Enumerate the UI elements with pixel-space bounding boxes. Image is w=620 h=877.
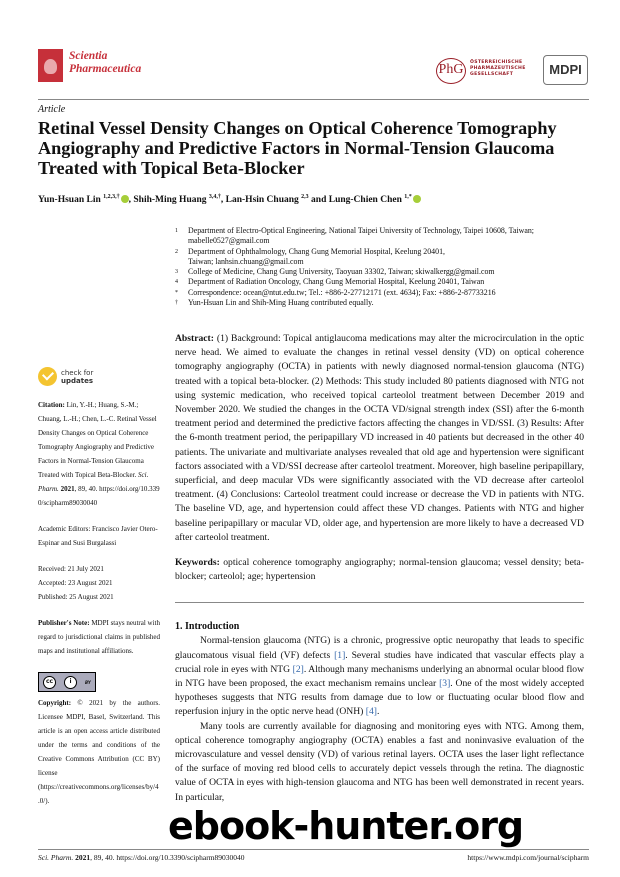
article-type: Article [38,104,66,115]
sidebar [38,367,160,808]
main-column [175,332,584,805]
keywords: Keywords: optical coherence tomography angiography; normal-tension glaucoma; vessel density; beta-blocker; carteolol; age; hypertension [175,557,584,583]
citation-link[interactable]: [1] [334,649,346,661]
check-for-updates-badge[interactable]: check for updates [38,367,160,386]
affiliations: 1 Department of Electro-Optical Engineering, National Taipei University of Technology, Taipei 10608, Taiwan; mabelle0527@gmail.com 2 Department of Ophthalmology, Chang Gung Memorial Hospital, Keelung 20401, Taiwan; lanhsin.chuang@gmail.com 3 College of Medicine, Chang Gung University, Taoyuan 33302, Taiwan; skiwalkergg@gmail.com 4 Department of Radiation Oncology, Chang Gung Memorial Hospital, Keelung 20401, Taiwan * Correspondence: ocean@ntut.edu.tw; Tel.: +886-2-27712171 (ext. 4634); Fax: +886-2-87733216 † Yun-Hsuan Lin and Shih-Ming Huang contributed equally. [175,226,534,308]
dates: Received: 21 July 2021 Accepted: 23 August 2021 Published: 25 August 2021 [38,565,114,601]
cc-by-license-badge[interactable]: cc i BY [38,672,96,692]
footer: Sci. Pharm. 2021, 89, 40. https://doi.org/10.3390/scipharm89030040 https://www.mdpi.com/journal/scipharm [38,853,589,862]
publishers-note: Publisher's Note: MDPI stays neutral with regard to jurisdictional claims in published maps and institutional affiliations. [38,619,160,655]
journal-name: Scientia Pharmaceutica [69,50,142,75]
citation-link[interactable]: [4] [365,706,377,718]
footer-rule [38,849,589,850]
publisher-logo: MDPI [543,55,588,85]
academic-editors: Academic Editors: Francisco Javier Otero-Espinar and Susi Burgalassi [38,525,158,547]
society-logo: PhG [436,58,466,84]
author-list: Yun-Hsuan Lin $^{1,2,3,\dagger}$ , Shih-Ming Huang $^{3,4,\dagger}$, Lan-Hsin Chuang $^{2,3}$ and Lung-Chien Chen $^{1,*}$ [38,194,598,205]
orcid-icon[interactable] [413,195,421,203]
watermark: ebook-hunter.org [168,804,524,848]
header-rule [38,99,589,100]
citation-link[interactable]: [2] [292,663,304,675]
article-title: Retinal Vessel Density Changes on Optical Coherence Tomography Angiography and Predictive Factors in Normal-Tension Glaucoma Treated with Topical Beta-Blocker [38,118,557,178]
abstract: Abstract: (1) Background: Topical antiglaucoma medications may alter the microcirculation in the optic nerve head. We aimed to evaluate the changes in retinal vessel density (VD) on optical coherence tomography angiography (OCTA) in patients with newly diagnosed normal-tension glaucoma (NTG) treated with a topical beta-blocker. (2) Methods: This study included 80 patients diagnosed with NTG not using systemic medication, who received topical carteolol treatment between December 2019 and November 2020. We studied the changes in the OCTA VD/signal strength index (SSI) after the 6-month treatment period and determined the predictive factors affecting the changes in VD/SSI. (3) Results: After the 6-month treatment period, the peripapillary VD increased in 40 patients but decreased in the other 40 patients. The univariate and multivariate analyses revealed that old age and hypertension were significant factors associated with a VD/SSI decrease after carteolol treatment. Moreover, high baseline peripapillary, superficial, and deep macular VDs were significantly associated with the VD decrease after carteolol treatment. (4) Conclusions: Carteolol treatment could increase or decrease the VD in patients with NTG. The baseline VD, age, and hypertension could affect these VD changes. Patients with NTG and higher baseline peripapillary or macular VD, older age, and hypertension are more likely to have a decreased VD after carteolol treatment. [175,333,584,543]
journal-url-link[interactable]: https://www.mdpi.com/journal/scipharm [467,853,589,862]
check-icon [38,367,57,386]
society-name: ÖSTERREICHISCHE PHARMAZEUTISCHE GESELLSCHAFT [470,60,526,77]
introduction-text: Normal-tension glaucoma (NTG) is a chronic, progressive optic neuropathy that leads to specific glaucomatous visual field (VF) defects [1]. Several studies have indicated that vascular effects play a crucial role in eyes with NTG [2]. Although many mechanisms underlying an abnormal ocular blood flow in NTG have been proposed, the exact mechanism remains unclear [3]. One of the most widely accepted hypotheses suggests that NTG results from damage due to low or fluctuating ocular blood flow and reperfusion injury in the optic nerve head (ONH) [4]. Many tools are currently available for diagnosing and monitoring eyes with NTG. Among them, optical coherence tomography angiography (OCTA) enables a fast and noninvasive evaluation of the microvasculature and vessel density (VD) of various retinal layers. OCTA uses the laser light reflectance of the surface of moving red blood cells to accurately depict vessels through the retina. The diagnostic value of OCTA in eyes with high-tension glaucoma and NTG has been well demonstrated in recent years. In particular, [175,635,585,803]
orcid-icon[interactable] [121,195,129,203]
section-rule [175,602,584,603]
section-heading: 1. Introduction [175,621,240,633]
journal-logo [38,49,63,82]
copyright: Copyright: © 2021 by the authors. Licensee MDPI, Basel, Switzerland. This article is an open access article distributed under the terms and conditions of the Creative Commons Attribution (CC BY) license (https://creativecommons.org/licenses/by/4.0/). [38,699,160,805]
citation: Citation: Lin, Y.-H.; Huang, S.-M.; Chuang, L.-H.; Chen, L.-C. Retinal Vessel Density Changes on Optical Coherence Tomography Angiography and Predictive Factors in Normal-Tension Glaucoma Treated with Topical Beta-Blocker. Sci. Pharm. 2021, 89, 40. https://doi.org/10.3390/scipharm89030040 [38,401,160,507]
citation-link[interactable]: [3] [439,678,451,690]
